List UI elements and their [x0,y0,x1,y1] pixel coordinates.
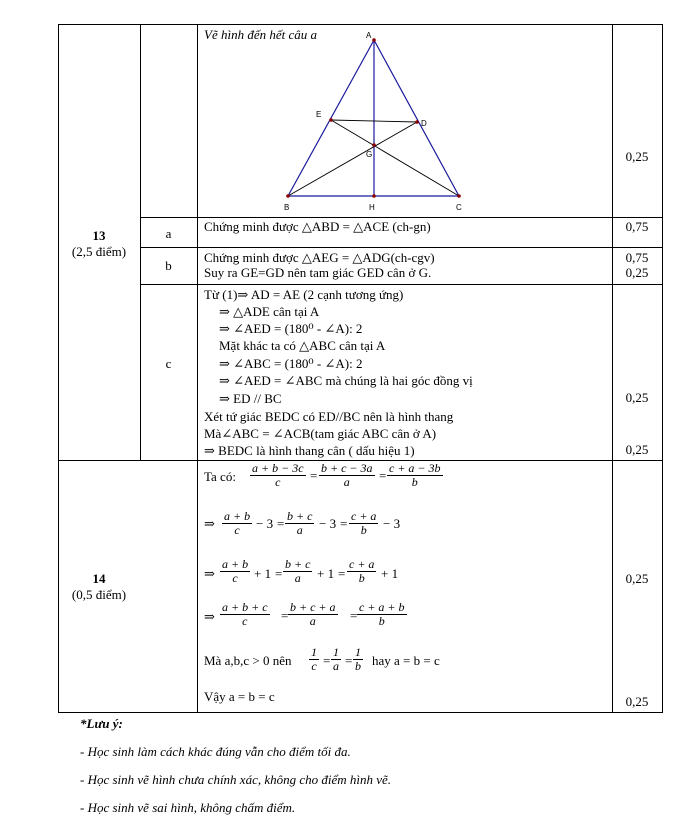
note-item: - Học sinh vẽ sai hình, không chấm điểm. [80,800,296,815]
side-ac [374,40,459,196]
fraction: $\frac{c + a}{b}$ [349,557,375,585]
part-c-score: 0,25 [625,390,649,405]
part-c-score: 0,25 [625,442,649,457]
fraction: $\frac{c + a + b}{b}$ [359,600,405,628]
step3-suffix: + 1 [254,566,272,581]
part-c-line: Từ (1)⇒ AD = AE (2 cạnh tương ứng) [204,287,404,302]
part-c-line: ⇒ △ADE cân tại A [219,304,320,319]
label-c: C [456,203,462,212]
notes-title: *Lưu ý: [80,716,123,731]
part-a-text: Chứng minh được △ABD = △ACE (ch-gn) [204,219,431,234]
part-c-line: ⇒ ∠AED = ∠ABC mà chúng là hai góc đồng vị [219,373,473,388]
part-c-line: Mà∠ABC = ∠ACB(tam giác ABC cân ở A) [204,426,437,441]
part-b-score: 0,75 [625,250,649,265]
segment-ce [331,120,459,196]
label-a: A [366,31,372,40]
step5-suffix: hay a = b = c [372,653,440,668]
part-a-score: 0,75 [625,219,649,234]
part-b-label: b [165,258,172,273]
part-c-line: ⇒ ∠ABC = (180⁰ - ∠A): 2 [219,356,363,371]
part-c-label: c [165,356,172,371]
fraction: $\frac{1}{b}$ [355,645,361,673]
fraction: $\frac{c + a}{b}$ [351,509,377,537]
part-c-line: ⇒ ED // BC [219,391,282,406]
part-c-line: ⇒ ∠AED = (180⁰ - ∠A): 2 [219,321,363,336]
draw-caption: Vẽ hình đến hết câu a [204,27,317,42]
part-c-line: Mặt khác ta có △ABC cân tại A [219,338,386,353]
q13-points: (2,5 điểm) [71,244,127,259]
part-b-line: Suy ra GE=GD nên tam giác GED cân ở G. [204,265,432,280]
fraction: $\frac{c + a - 3b}{b}$ [389,461,441,489]
q14-number: 14 [92,571,106,586]
q14-score: 0,25 [625,571,649,586]
note-item: - Học sinh vẽ hình chưa chính xác, không cho điểm hình vẽ. [80,772,392,787]
part-c-line: Xét tứ giác BEDC có ED//BC nên là hình thang [204,409,454,424]
label-d: D [421,119,427,128]
side-ab [288,40,374,196]
fraction: $\frac{a + b - 3c}{c}$ [252,461,304,489]
fraction: $\frac{1}{c}$ [311,645,317,673]
label-e: E [316,110,322,119]
q14-points: (0,5 điểm) [71,587,127,602]
step1-prefix: Ta có: [204,469,236,484]
fraction: $\frac{b + c + a}{a}$ [290,600,336,628]
fraction: $\frac{a + b}{c}$ [224,509,251,537]
step2-suffix: − 3 [256,516,274,531]
fraction: $\frac{a + b}{c}$ [222,557,249,585]
q13-number: 13 [92,228,106,243]
part-c-line: ⇒ BEDC là hình thang cân ( dấu hiệu 1) [204,443,415,458]
label-h: H [369,203,375,212]
part-a-label: a [165,226,172,241]
fraction: $\frac{b + c}{a}$ [287,509,313,537]
step2-suffix: − 3 [319,516,337,531]
fraction: $\frac{1}{a}$ [333,645,339,673]
fraction: $\frac{b + c}{a}$ [285,557,311,585]
label-g: G [366,150,373,159]
step5-prefix: Mà a,b,c > 0 nên [204,653,292,668]
step3-suffix: + 1 [317,566,335,581]
step2-suffix: − 3 [383,516,401,531]
fraction: $\frac{b + c - 3a}{a}$ [321,461,373,489]
triangle-figure [270,28,470,214]
fraction: $\frac{a + b + c}{c}$ [222,600,268,628]
label-b: B [284,203,290,212]
note-item: - Học sinh làm cách khác đúng vẫn cho điểm tối đa. [80,744,351,759]
draw-score: 0,25 [625,149,649,164]
part-b-score: 0,25 [625,265,649,280]
q14-conclusion: Vậy a = b = c [204,689,275,704]
step3-suffix: + 1 [381,566,399,581]
part-b-line: Chứng minh được △AEG = △ADG(ch-cgv) [204,250,435,265]
q14-score: 0,25 [625,694,649,709]
